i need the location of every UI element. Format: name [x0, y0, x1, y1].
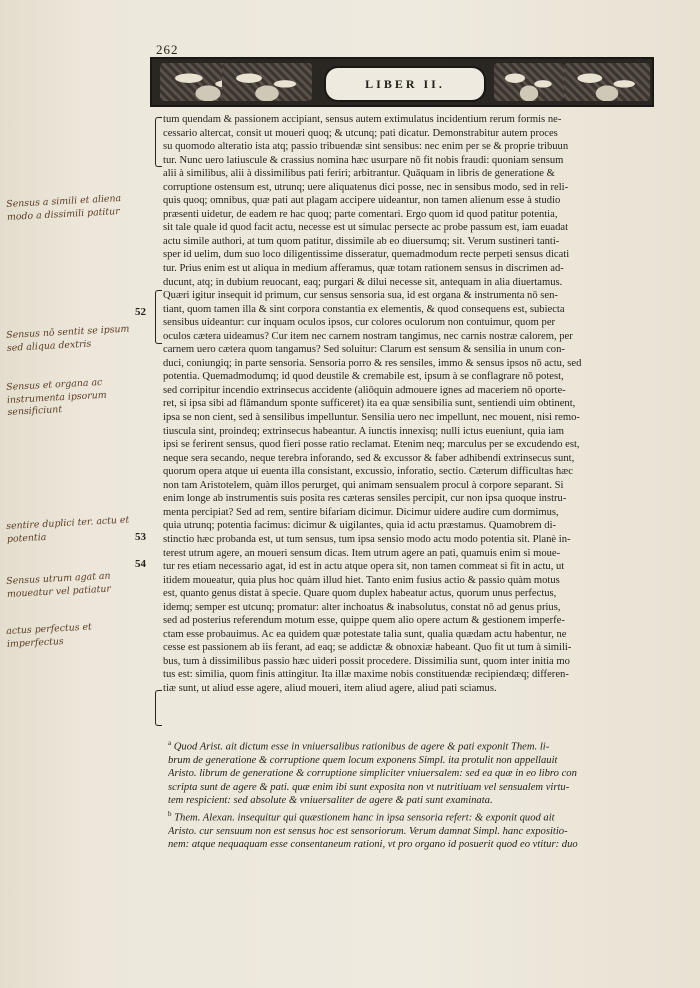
- text-line: quis quoq; omnibus, quæ pati aut plagam accipere uideantur, non tamen alienum esse à studio: [163, 195, 561, 207]
- text-line: carnem uero cætera quom tangamus? Sed soluitur: Clarum est sensum & sensilia in unum con-: [163, 344, 565, 356]
- handwritten-margin-note: Sensus et organa ac instrumenta ipsorum sensificiunt: [6, 376, 107, 418]
- margin-number: 54: [135, 558, 146, 570]
- engraved-figures-right: [564, 63, 650, 101]
- text-line: tum quendam & passionem accipiant, sensus autem extimulatus incidentium rerum formis ne-: [163, 114, 562, 125]
- engraved-figures-left-inner: [222, 63, 312, 101]
- text-line: enim longe ab instrumentis suis posita res cæteras sensiles percipit, cur non ipsa quoque instru-: [163, 493, 567, 505]
- commentary-line: brum de generatione & corruptione quem locum exponens Simpl. ita protulit non appellauit: [168, 754, 558, 766]
- commentary-line: tem respicient: sed absolute & vniuersaliter de agere & pati sunt examinata.: [168, 795, 493, 807]
- footnote-marker: b: [168, 809, 172, 818]
- text-line: idemq; semper est utcunq; promatur: alter inchoatus & inabsolutus, constat nō ad genus prius,: [163, 601, 561, 613]
- engraved-figures-right-inner: [494, 63, 564, 101]
- chapter-title: LIBER II.: [324, 66, 486, 102]
- text-line: quorum opera atque ui euenta illa consistant, excussio, inforatio, sectio. Cæterum difficultas hæc: [163, 466, 573, 478]
- commentary-line: nem: atque nequaquam esse consentaneum rationi, vt pro organo id posuerit quod eo vtitur: duo: [168, 838, 578, 850]
- commentary-line: scripta sunt de agere & pati. quæ enim ibi sunt exposita non vt nutritiuam vel sensualem virtu-: [168, 781, 570, 793]
- text-bracket: [155, 290, 162, 344]
- commentary-line: $^b$ Them. Alexan. insequitur qui quæstionem hanc in ipsa sensoria refert: & exponit quod ait: [168, 809, 555, 824]
- text-line: sper id uelim, dum suo loco diligentissime disseratur, quemadmodum recte perpeti sensus dicati: [163, 249, 570, 261]
- text-line: bus, tum à dissimilibus passio hæc uideri possit procedere. Dissimilia sunt, quom inter initia mo: [163, 655, 570, 667]
- text-line: su quomodo alteratio ista atq; passio tribuendæ sint sensibus: nec enim per se & proprie tribuun: [163, 141, 569, 153]
- text-line: tur res etiam necessario agat, id est in actu atque opera sit, non tamen commeat si fit in actu, ut: [163, 561, 565, 573]
- main-text-block: [163, 113, 653, 696]
- text-line: ctam esse probauimus. Ac ea quidem quæ potestate talia sunt, qualia quædam actu habentur, ne: [163, 628, 567, 640]
- text-line: ducunt, atq; in dubium reuocant, eaq; purgari & dilui necesse sit, antequam in alia diuertamus.: [163, 276, 563, 288]
- text-line: itidem moueatur, quia plus hoc quàm illud hiet. Tanto enim fusius actio & passio quàm motus: [163, 574, 560, 586]
- text-line: Quæri igitur insequit id primum, cur sensus sensoria sua, id est organa & instrumenta nō sen-: [163, 290, 558, 302]
- text-line: ret, si ipsa sibi ad flāmandum sponte sufficeret) ita ea quæ sensibilia sunt, sentiendi uim obtinent,: [163, 398, 576, 410]
- handwritten-margin-note: Sensus utrum agat an moueatur vel patiatur: [6, 570, 112, 600]
- margin-number: 53: [135, 531, 146, 543]
- text-line: tiant, quom tamen illa & sint corpora constantia ex elementis, & quod consequens est, subiecta: [163, 303, 565, 315]
- commentary-block: [168, 737, 654, 851]
- text-bracket: [155, 117, 162, 167]
- handwritten-margin-note: actus perfectus et imperfectus: [6, 621, 93, 650]
- text-line: cessario altercat, consit ut moueri quoq; & utcunq; pati dicatur. Demonstrabitur autem proces: [163, 127, 558, 139]
- text-line: ipsa se non cient, sed à sensilibus impelluntur. Sensilia uero nec impellunt, nec mouent, nisi remo-: [163, 412, 580, 424]
- text-line: tiæ sunt, ut aliud esse agere, aliud moueri, item aliud agere, aliud pati sciamus.: [163, 682, 497, 694]
- commentary-line: $^a$ Quod Arist. ait dictum esse in vniuersalibus rationibus de agere & pati exponit Them. li-: [168, 739, 550, 753]
- footnote-marker: a: [168, 739, 172, 747]
- text-line: non tam Aristotelem, quàm illos perurget, qui animam sensualem procul à corpore separant. Si: [163, 479, 564, 491]
- text-line: sensibus uideantur: cur inquam oculos ipsos, cur colores oculorum non contuimur, quom per: [163, 317, 556, 329]
- commentary-line: Aristo. cur sensuum non est sensus hoc est sensoriorum. Verum damnat Simpl. hanc expositio-: [168, 825, 568, 837]
- text-bracket: [155, 690, 162, 726]
- text-line: sed corripitur incendio extrinsecus accidente (aliōquin admouere ignes ad maceriem nō oporte-: [163, 384, 566, 396]
- handwritten-margin-note: Sensus a simili et aliena modo a dissimili patitur: [6, 192, 122, 223]
- text-line: tus est: similia, quom finis attingitur. Ita illæ maxime nobis constituendæ recipiendæq; differen-: [163, 669, 569, 681]
- text-line: neque sera secando, neque terebra inforando, sed & excussor & faber adhibendi extrinsecus sunt,: [163, 452, 575, 464]
- text-line: alii à similibus, alii à dissimilibus pati feriri; arbitrantur. Quāquam in libris de generatione &: [163, 168, 555, 180]
- text-line: terest utrum agere, an moueri sensum dicas. Item utrum agere an pati, quamuis enim si moue-: [163, 547, 561, 559]
- handwritten-margin-note: sentire duplici ter. actu et potentia: [6, 514, 130, 545]
- margin-number: 52: [135, 306, 146, 318]
- text-line: sed ad posterius referendum motum esse, quippe quem alio opere actum & gestionem imperfe-: [163, 615, 565, 627]
- text-line: est, quanto genus distat à specie. Quare quom duplex habeatur actus, quorum unus perfectus,: [163, 588, 557, 600]
- text-line: corruptione ostensum est, utrunq; uere aliquatenus dici posse, nec in sensibus modo, sed in reli-: [163, 181, 569, 193]
- text-line: tiuscula sint, proindeq; extrinsecus habeantur. A iunctis innexisq; nulli ictus eueniunt, quia iam: [163, 425, 565, 437]
- page-number: 262: [156, 42, 179, 57]
- text-line: oculos cætera uideamus? Cur item nec carnem nostram tangimus, nec carnis nostræ calorem, per: [163, 330, 573, 342]
- decorative-header-banner: [150, 57, 654, 107]
- text-line: quia utrunq; potentia facimus: dicimur & uigilantes, quia id actu præstamus. Quamobrem di-: [163, 520, 557, 532]
- text-line: tur. Nunc uero latiuscule & crassius nomina hæc usurpare nō fit nobis fraudi: quoniam sensum: [163, 154, 564, 166]
- text-line: potentia. Quemadmodumq; id quod deustile & cremabile est, ipsum à se conflagrare nō potest,: [163, 371, 564, 383]
- text-line: menta percipiat? Sed ad rem, sentire bifariam dicimur. Dicimur uidere audire cum dormimus,: [163, 506, 559, 518]
- text-line: actu simile authori, at tum quom patitur, dissimile ab eo diuersumq; sit. Verum sustineri tanti-: [163, 235, 560, 247]
- handwritten-margin-note: Sensus nō sentit se ipsum sed aliqua dextris: [6, 323, 130, 354]
- commentary-line: Aristo. librum de generatione & corruptione simpliciter vniuersalem: sed ea quæ in eo libro con: [168, 768, 577, 780]
- text-line: stinctio hæc probanda est, ut tum sensus, tum ipsa sensio modo actu modo potentia sit. Planè in-: [163, 533, 571, 545]
- text-line: sit tale quale id quod facit actu, necesse est ut simulac persecte ac probe passum est, iam euadat: [163, 222, 569, 234]
- text-line: duci, coniungiq; in parte sensoria. Sensoria porro & res sensiles, immo & sensus ipsos nō actu, sed: [163, 357, 582, 369]
- text-line: cesse est passionem ab iis ferant, ad eaq; se addictæ & obnoxiæ habeant. Quo fit ut tum à simili-: [163, 642, 572, 654]
- text-line: præsenti uidetur, de eadem re hac quoq; parte comentari. Ergo quom id quod patitur potentia,: [163, 208, 558, 220]
- text-line: ipsi se ferirent sensus, quod fieri posse ratio reclamat. Etenim neq; marculus per se excudendo est,: [163, 439, 580, 451]
- text-line: tur. Prius enim est ut aliqua in medium afferamus, quæ totam rationem sensus in discrimen ad-: [163, 263, 564, 275]
